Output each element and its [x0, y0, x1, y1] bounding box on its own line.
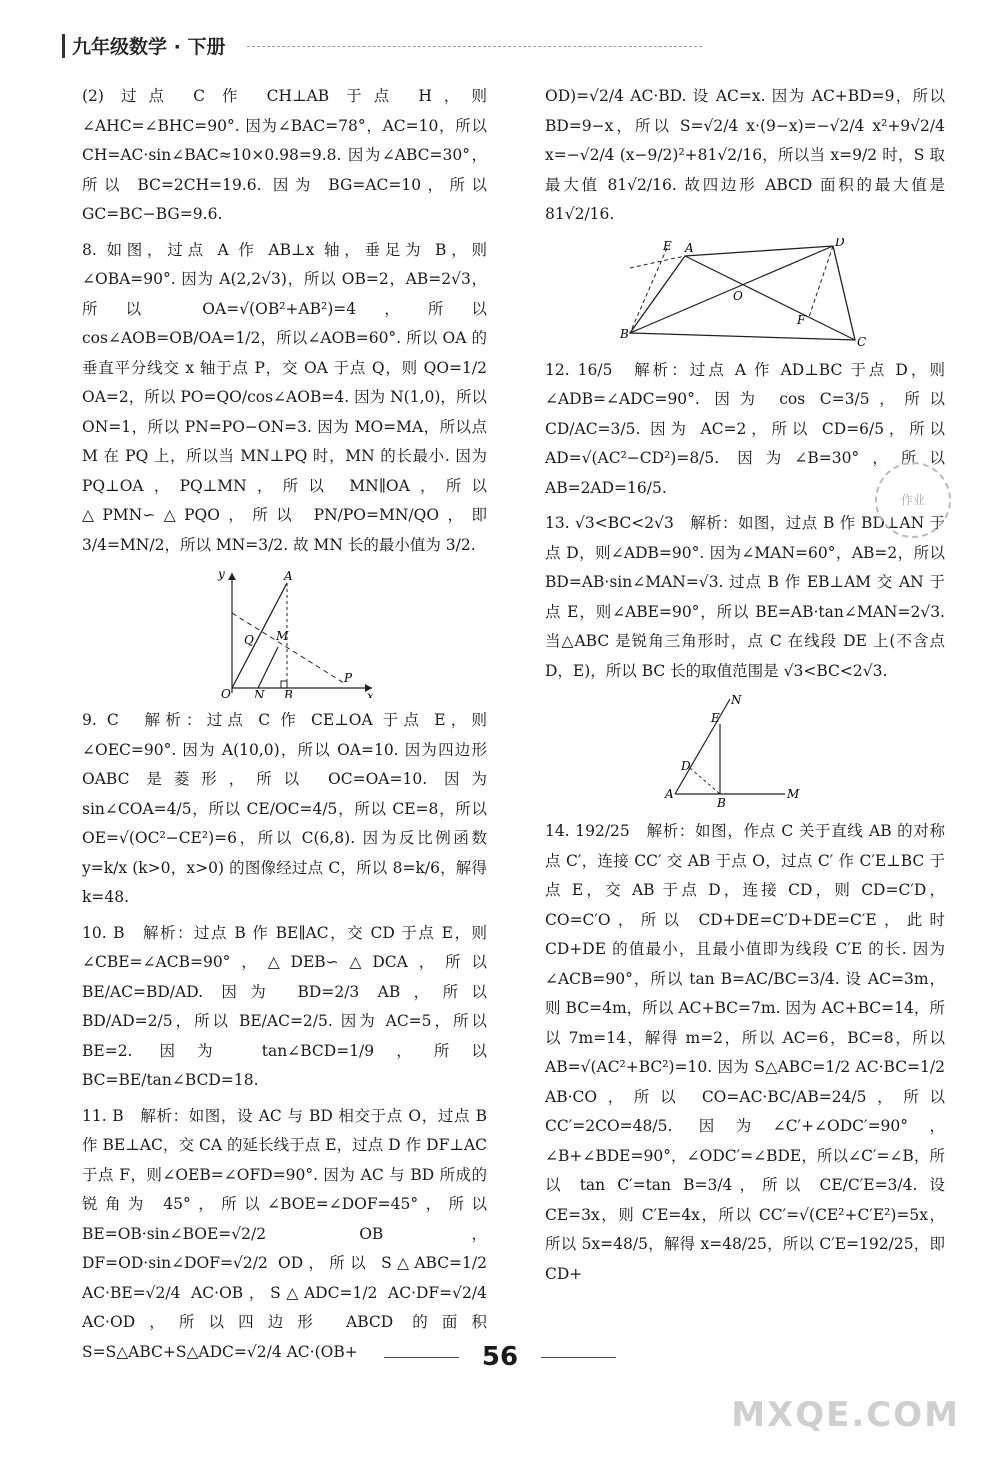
fig8-label-y: y [218, 568, 225, 581]
figure-11-diagram [545, 238, 945, 348]
homework-stamp: 作业 [875, 462, 951, 538]
fig11-label-c: C [857, 334, 867, 348]
fig11-label-b: B [620, 326, 629, 341]
fig8-label-p: P [344, 671, 353, 685]
solution-8: 8. 如图，过点 A 作 AB⊥x 轴，垂足为 B，则∠OBA=90°. 因为 A(2,2√3)，所以 OB=2，AB=2√3，所以 OA=√(OB²+AB²)=4，所以 cos∠AOB=OB/OA=1/2，所以∠AOB=60°. 所以 OA 的垂直平分线交 x 轴于点 P，交 OA 于点 Q，则 QO=1/2 OA=2，所以 PO=QO/cos∠AOB=4. 因为 N(1,0)，所以 ON=1，所以 PN=PO−ON=3. 因为 MO=MA，所以点 M 在 PQ 上，所以当 MN⊥PQ 时，MN 的长最小. 因为 PQ⊥OA，PQ⊥MN，所以 MN∥OA，所以△PMN∽△PQO，所以 PN/PO=MN/QO，即 3/4=MN/2，所以 MN=3/2. 故 MN 长的最小值为 3/2. [82, 240, 487, 554]
fig13-label-b: B [717, 796, 726, 809]
page-number: 56 [481, 1342, 519, 1372]
page-footer [0, 1342, 1000, 1372]
fig13-label-n: N [731, 694, 742, 707]
header-title: 九年级数学 · 下册 [72, 36, 226, 58]
solution-11: 11. B 解析：如图，设 AC 与 BD 相交于点 O，过点 B 作 BE⊥AC，交 CA 的延长线于点 E，过点 D 作 DF⊥AC 于点 F，则∠OEB=∠OFD=90°. 因为 AC 与 BD 所成的锐角为 45°，所以∠BOE=∠DOF=45°，所以 BE=OB·sin∠BOE=√2/2 OB，DF=OD·sin∠DOF=√2/2 OD，所以 S△ABC=1/2 AC·BE=√2/4 AC·OB，S△ADC=1/2 AC·DF=√2/4 AC·OD，所以四边形 ABCD 的面积 S=S△ABC+S△ADC=√2/4 AC·(OB+ [82, 1106, 487, 1361]
fig13-label-d: D [681, 759, 691, 773]
page-header [62, 30, 942, 60]
fig11-label-a: A [685, 240, 694, 255]
footer-line-right [541, 1357, 616, 1358]
fig11-label-f: F [797, 312, 806, 327]
solution-12: 12. 16/5 解析：过点 A 作 AD⊥BC 于点 D，则∠ADB=∠ADC=90°. 因为 cos C=3/5，所以 CD/AC=3/5. 因为 AC=2，所以 CD=6/5，所以 AD=√(AC²−CD²)=8/5. 因为∠B=30°，所以 AB=2AD=16/5. [545, 360, 945, 497]
left-column [82, 82, 487, 1367]
solution-13: 13. √3<BC<2√3 解析：如图，过点 B 作 BD⊥AN 于点 D，则∠ADB=90°. 因为∠MAN=60°，AB=2，所以 BD=AB·sin∠MAN=√3. 过点 B 作 EB⊥AM 交 AN 于点 E，则∠ABE=90°，所以 BE=AB·tan∠MAN=2√3. 当△ABC 是锐角三角形时，点 C 在线段 DE 上(不含点 D，E)，所以 BC 长的取值范围是 √3<BC<2√3. [545, 514, 945, 680]
fig13-label-m: M [787, 787, 800, 801]
fig8-label-a: A [284, 569, 293, 583]
solution-11-continued: OD)=√2/4 AC·BD. 设 AC=x. 因为 AC+BD=9，所以 BD=9−x，所以 S=√2/4 x·(9−x)=−√2/4 x²+9√2/4 x=−√2/4 (x−9/2)²+81√2/16，所以当 x=9/2 时，S 取最大值 81√2/16. 故四边形 ABCD 面积的最大值是 81√2/16. [545, 87, 945, 223]
solution-10: 10. B 解析：过点 B 作 BE∥AC，交 CD 于点 E，则∠CBE=∠ACB=90°，△DEB∽△DCA，所以 BE/AC=BD/AD. 因为 BD=2/3 AB，所以 BD/AD=2/5，所以 BE/AC=2/5. 因为 AC=5，所以 BE=2. 因为 tan∠BCD=1/9，所以 BC=BE/tan∠BCD=18. [82, 923, 487, 1089]
fig8-label-q: Q [244, 633, 254, 647]
figure-8-diagram [82, 568, 487, 698]
header-bar [62, 34, 65, 58]
fig8-label-m: M [276, 629, 289, 643]
fig8-label-o: O [221, 687, 231, 698]
solution-9: 9. C 解析：过点 C 作 CE⊥OA 于点 E，则∠OEC=90°. 因为 A(10,0)，所以 OA=10. 因为四边形 OABC 是菱形，所以 OC=OA=10. 因为 sin∠COA=4/5，所以 CE/OC=4/5，所以 CE=8，所以 OE=√(OC²−CE²)=6，所以 C(6,8). 因为反比例函数 y=k/x (k>0，x>0) 的图像经过点 C，所以 8=k/6，解得 k=48. [82, 711, 487, 906]
fig13-label-a: A [665, 787, 674, 801]
figure-13 [545, 694, 945, 809]
figure-11 [545, 238, 945, 348]
solution-14: 14. 192/25 解析：如图，作点 C 关于直线 AB 的对称点 C′，连接 CC′ 交 AB 于点 O，过点 C′ 作 C′E⊥BC 于点 E，交 AB 于点 D，连接 CD，则 CD=C′D，CO=C′O，所以 CD+DE=C′D+DE=C′E，此时 CD+DE 的值最小，且最小值即为线段 C′E 的长. 因为∠ACB=90°，所以 tan B=AC/BC=3/4. 设 AC=3m，则 BC=4m，所以 AC+BC=7m. 因为 AC+BC=14，所以 7m=14，解得 m=2，所以 AC=6，BC=8，所以 AB=√(AC²+BC²)=10. 因为 S△ABC=1/2 AC·BC=1/2 AB·CO，所以 CO=AC·BC/AB=24/5，所以 CC′=2CO=48/5. 因为∠C′+∠ODC′=90°，∠B+∠BDE=90°，∠ODC′=∠BDE，所以∠C′=∠B，所以 tan C′=tan B=3/4，所以 CE/C′E=3/4. 设 CE=3x，则 C′E=4x，所以 CC′=√(CE²+C′E²)=5x，所以 5x=48/5，解得 x=48/25，所以 C′E=192/25，即 CD+ [545, 822, 945, 1283]
fig8-label-b: B [284, 688, 293, 698]
fig8-label-x: x [367, 689, 374, 698]
figure-8 [82, 568, 487, 698]
fig11-label-d: D [835, 237, 845, 249]
solution-7-part2: (2) 过点 C 作 CH⊥AB 于点 H，则∠AHC=∠BHC=90°. 因为∠BAC=78°，AC=10，所以 CH=AC·sin∠BAC≈10×0.98=9.8. 因为∠ABC=30°，所以 BC=2CH=19.6. 因为 BG=AC=10，所以 GC=BC−BG=9.6. [82, 87, 487, 223]
fig8-label-n: N [254, 688, 265, 698]
right-column [545, 82, 945, 1289]
fig11-label-o: O [733, 288, 743, 303]
header-rule [247, 46, 702, 47]
watermark-text: MXQE.COM [731, 1395, 960, 1435]
fig11-label-e: E [663, 238, 672, 253]
footer-line-left [384, 1357, 459, 1358]
fig13-label-e: E [711, 711, 720, 725]
figure-13-diagram [545, 694, 945, 809]
